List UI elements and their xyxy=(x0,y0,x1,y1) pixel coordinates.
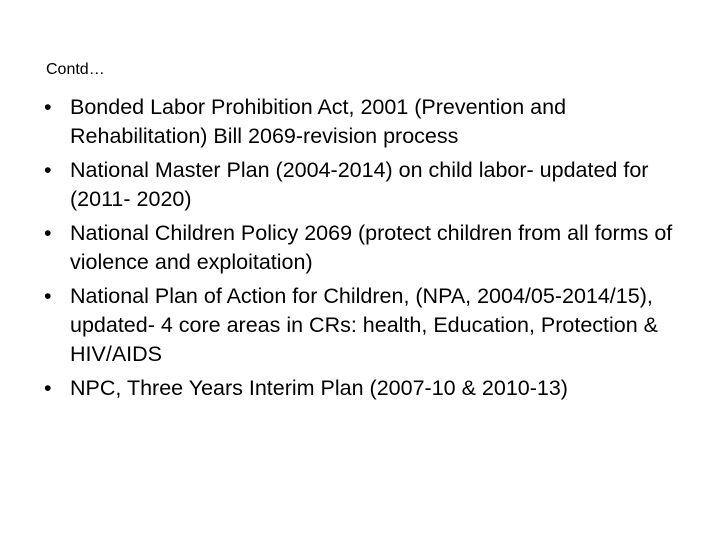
bullet-item-master-plan xyxy=(44,156,674,214)
slide-title: Contd… xyxy=(46,61,105,78)
bullet-dot-icon: • xyxy=(44,376,52,400)
bullet-text: National Plan of Action for Children, (NPA, 2004/05-2014/15), updated- 4 core areas in CRs: health, Education, Protection & HIV/AIDS xyxy=(70,284,659,366)
bullet-item-bonded-labor xyxy=(44,93,674,151)
bullet-item-children-policy xyxy=(44,219,674,277)
bullet-dot-icon: • xyxy=(44,95,52,119)
bullet-text: National Master Plan (2004-2014) on child labor- updated for (2011- 2020) xyxy=(70,158,649,211)
bullet-text: National Children Policy 2069 (protect children from all forms of violence and exploitation) xyxy=(70,221,673,274)
bullet-dot-icon: • xyxy=(44,284,52,308)
bullet-item-interim-plan xyxy=(44,374,674,403)
bullet-list xyxy=(44,93,674,408)
bullet-dot-icon: • xyxy=(44,158,52,182)
bullet-text: NPC, Three Years Interim Plan (2007-10 & 2010-13) xyxy=(70,376,568,400)
bullet-item-plan-of-action xyxy=(44,282,674,369)
bullet-text: Bonded Labor Prohibition Act, 2001 (Prevention and Rehabilitation) Bill 2069-revision process xyxy=(70,95,567,148)
bullet-dot-icon: • xyxy=(44,221,52,245)
